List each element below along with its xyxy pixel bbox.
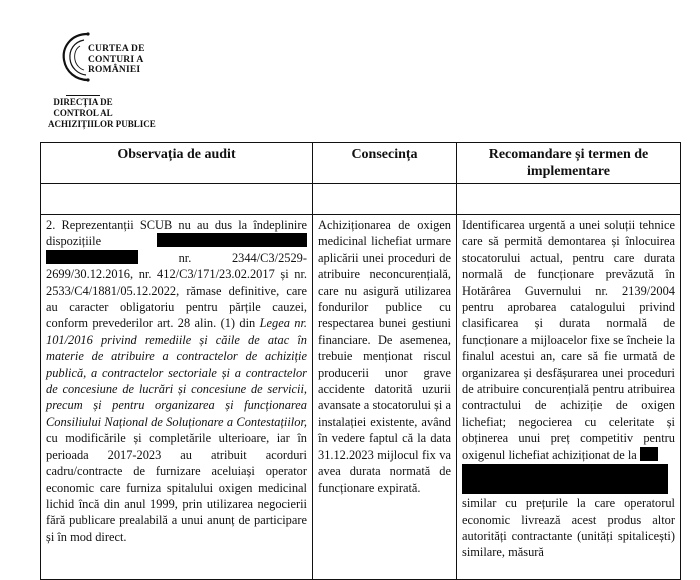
redaction-bar (640, 447, 658, 461)
logo-line: CURTEA DE (88, 44, 145, 54)
recommendation-cell (457, 215, 681, 580)
redaction-bar (157, 233, 307, 247)
divider (66, 95, 100, 96)
table-spacer-row (41, 184, 681, 215)
column-header-consequence: Consecința (313, 143, 457, 184)
observation-text: cu modificările și completările ulterioare, iar în perioada 2017-2023 au atribuit acorduri cadru/contracte de furnizare aceluiași operator economic care furniza spitalului oxigen medicinal lichid încă din anul 1999, prin utilizarea negocierii fără publicare prealabilă a unui anunț de participare și în mod direct. (46, 431, 307, 544)
audit-table (40, 142, 681, 580)
logo-text (88, 44, 145, 76)
observation-text: 2. Reprezentanții SCUB nu au dus la îndeplinire dispozițiile (46, 218, 307, 249)
table-row (41, 215, 681, 580)
column-header-observation: Observația de audit (41, 143, 313, 184)
column-header-recommendation: Recomandare și termen de implementare (457, 143, 681, 184)
observation-text: 2344/C3/2529-2699/30.12.2016, nr. 412/C3/171/23.02.2017 și nr. 2533/C4/1881/05.12.2022, rămase definitive, care au caracter obligatoriu pentru părțile cauzei, conform prevederilor art. 28 alin. (1) din (46, 250, 307, 331)
logo-line: CONTURI A (88, 54, 144, 65)
recommendation-text: Identificarea urgentă a unei soluții tehnice care să permită demontarea și înlocuirea stocatorului actual, pentru care durata normală de funcționare prevăzută în Hotărârea Guvernului nr. 2139/2004 pentru aprobarea catalogului privind clasificarea și durata normală de funcționare a mijloacelor fixe se încheie la finalul acestui an, care să fie urmată de organizarea și desfășurarea unei proceduri de atribuire concurențială pentru atribuirea contractului de achiziție de oxigen lichefiat; negocierea cu celeritate și obținerea unui preț competitiv pentru oxigenul lichefiat achiziționat de la (462, 218, 675, 462)
logo-line: ROMÂNIEI (88, 65, 141, 75)
consequence-cell: Achiziționarea de oxigen medicinal lichefiat urmare aplicării unei proceduri de atribuire neconcurențială, care nu asigură utilizarea fondurilor publice cu respectarea bunei gestiuni financiare. De asemenea, trebuie menționat riscul producerii unor grave accidente datorită uzurii avansate a stocatorului și a instalației existente, având în vedere faptul că la data 31.12.2023 mijlocul fix va avea durata normată de funcționare expirată. (313, 215, 457, 580)
department-line: ACHIZIȚIILOR PUBLICE (48, 119, 156, 129)
department-line: CONTROL AL (53, 108, 113, 118)
table-header-row (41, 143, 681, 184)
department-line: DIRECȚIA DE (53, 97, 113, 107)
redaction-bar (46, 250, 138, 264)
observation-text: nr. (178, 250, 192, 265)
redaction-bar (462, 464, 668, 494)
department-name (48, 97, 156, 130)
recommendation-text: similar cu prețurile la care operatorul economic livrează acest produs altor autorități contractante (unități spitalicești) similare, măsură (462, 496, 675, 560)
observation-cell (41, 215, 313, 580)
law-reference: Legea nr. 101/2016 privind remediile și căile de atac în materie de atribuire a contractelor de achiziție publică, a contractelor sectoriale și a contractelor de concesiune de lucrări și concesiune de servicii, precum și pentru organizarea și funcționarea Consiliului Național de Soluționare a Contestațiilor, (46, 316, 307, 429)
logo (58, 28, 168, 88)
